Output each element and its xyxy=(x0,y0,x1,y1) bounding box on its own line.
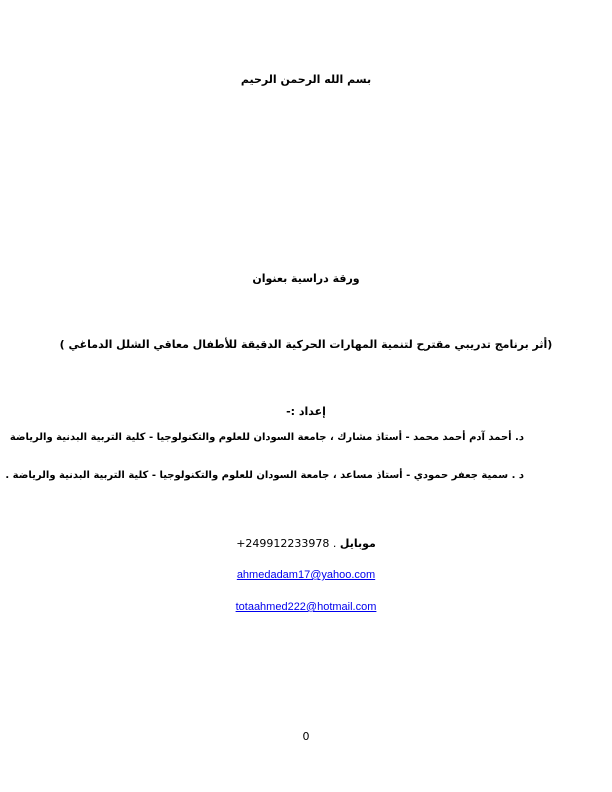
paper-label: ورقة دراسية بعنوان xyxy=(252,272,360,285)
phone-line xyxy=(0,537,612,550)
phone-label: موبايل xyxy=(339,537,376,550)
phone-number: +249912233978 . xyxy=(236,537,337,550)
basmala: بسم الله الرحمن الرحيم xyxy=(240,73,372,86)
page-number: 0 xyxy=(302,730,310,743)
author-1: د. أحمد آدم أحمد محمد - أستاذ مشارك ، جامعة السودان للعلوم والتكنولوجيا - كلية التربية البدنية والرياضة xyxy=(9,432,524,443)
paper-title: (أثر برنامج تدريبي مقترح لتنمية المهارات الحركية الدقيقة للأطفال معاقي الشلل الدماغي ) xyxy=(59,338,553,351)
email-link-2[interactable]: totaahmed222@hotmail.com xyxy=(235,601,377,613)
email-link-1[interactable]: ahmedadam17@yahoo.com xyxy=(236,569,376,581)
author-2: د . سمية جعفر حمودي - أستاذ مساعد ، جامعة السودان للعلوم والتكنولوجيا - كلية التربية البدنية والرياضة . xyxy=(5,470,524,481)
prepared-by: إعداد :- xyxy=(286,405,326,418)
